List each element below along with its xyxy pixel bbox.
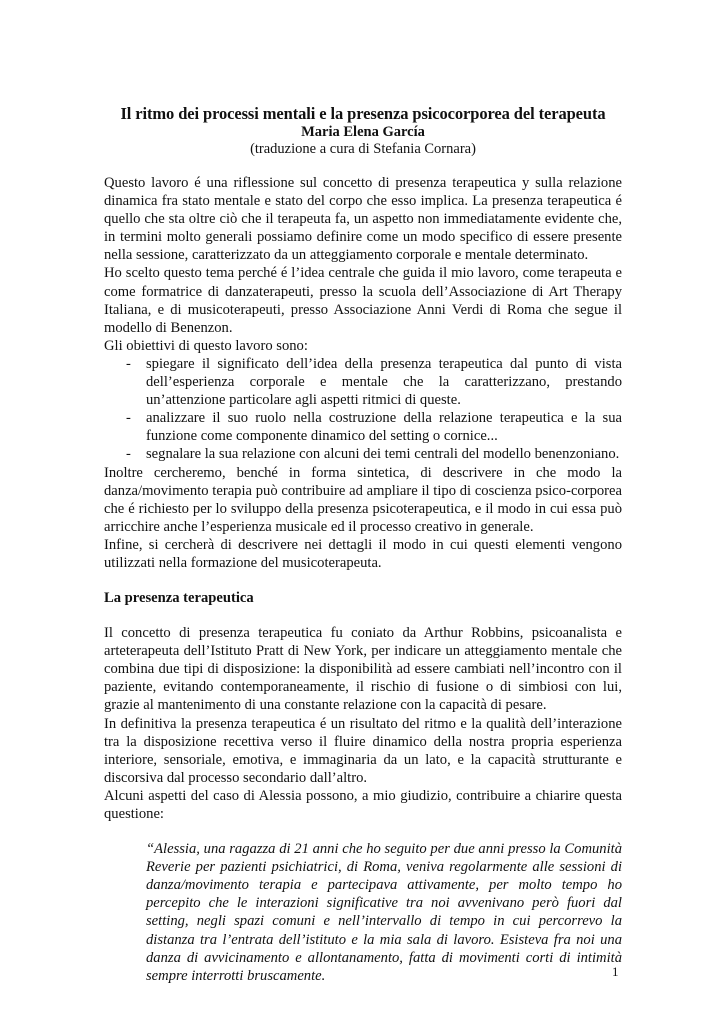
list-item <box>104 445 622 463</box>
translation-credit: (traduzione a cura di Stefania Cornara) <box>250 141 476 157</box>
intro-paragraph-4: Inoltre cercheremo, benché in forma sintetica, di descrivere in che modo la danza/movimento terapia può contribuire ad ampliare il tipo di coscienza psico-corporea che é richiesto per lo sviluppo della presenza psicoterapeutica, e il modo in cui essa può arricchire anche l’esperienza musicale ed il processo creativo in generale. <box>104 464 622 535</box>
document-title: Il ritmo dei processi mentali e la presenza psicocorporea del terapeuta <box>120 104 606 123</box>
document-page <box>104 104 622 985</box>
section-heading: La presenza terapeutica <box>104 590 254 607</box>
intro-paragraph-3: Gli obiettivi di questo lavoro sono: <box>104 337 308 354</box>
intro-paragraph-1: Questo lavoro é una riflessione sul concetto di presenza terapeutica y sulla relazione dinamica fra stato mentale e stato del corpo che esso implica. La presenza terapeutica é quello che sta oltre ciò che il terapeuta fa, un aspetto non immediatamente evidente che, in termini molto generali possiamo definire come un modo specifico di essere presente nella sessione, caratterizzato da un atteggiamento corporale e mentale determinato. <box>104 175 622 264</box>
page-number: 1 <box>612 964 619 979</box>
intro-paragraph-2: Ho scelto questo tema perché é l’idea centrale che guida il mio lavoro, come terapeuta e come formatrice di danzaterapeuti, presso la scuola dell’Associazione di Art Therapy Italiana, e di musicoterapeuti, presso Associazione Anni Verdi di Roma che segue il modello di Benenzon. <box>104 265 622 336</box>
intro-paragraph-5: Infine, si cercherà di descrivere nei dettagli il modo in cui questi elementi vengono utilizzati nella formazione del musicoterapeuta. <box>104 536 622 571</box>
bullet-dash: - <box>126 355 131 372</box>
list-item-text: spiegare il significato dell’idea della presenza terapeutica dal punto di vista dell’esperienza corporale e mentale che la caratterizzano, prestando un’attenzione particolare agli aspetti ritmici di queste. <box>146 355 622 409</box>
section-paragraph-2: In definitiva la presenza terapeutica é un risultato del ritmo e la qualità dell’interazione tra la disposizione recettiva verso il fluire dinamico della nostra propria esperienza interiore, sensoriale, emotiva, e immaginaria da un lato, e la capacità strutturante e discorsiva dal processo secondario dall’altro. <box>104 715 622 786</box>
list-item-text: segnalare la sua relazione con alcuni dei temi centrali del modello benenzoniano. <box>146 446 620 463</box>
section-paragraph-1: Il concetto di presenza terapeutica fu coniato da Arthur Robbins, psicoanalista e arteterapeuta dell’Istituto Pratt di New York, per indicare un atteggiamento mentale che combina due tipi di disposizione: la disponibilità ad essere cambiati nell’incontro con il paziente, evitando contemporaneamente, il rischio di fusione o di simbiosi con lui, grazie al mantenimento di una constante relazione con la capacità di pesare. <box>104 625 622 714</box>
case-quote: “Alessia, una ragazza di 21 anni che ho seguito per due anni presso la Comunità Reverie per pazienti psichiatrici, di Roma, veniva regolarmente alle sessioni di danza/movimento terapia e partecipava attivamente, per molto tempo ho percepito che le interazioni significative tra noi avvenivano però fuori dal setting, negli spazi comuni e nell’intervallo di tempo in cui percorrevo la distanza tra l’entrata dell’istituto e la mia sala di lavoro. Esisteva fra noi una danza di avvicinamento e allontanamento, fatta di movimenti corti di intimità sempre interrotti bruscamente. <box>146 841 622 984</box>
title-block <box>104 104 622 158</box>
bullet-dash: - <box>126 446 131 463</box>
bullet-dash: - <box>126 410 131 427</box>
author-name: Maria Elena García <box>301 124 425 140</box>
section-paragraph-3: Alcuni aspetti del caso di Alessia possono, a mio giudizio, contribuire a chiarire questa questione: <box>104 787 622 822</box>
list-item <box>104 409 622 445</box>
list-item <box>104 355 622 409</box>
objectives-list <box>104 355 622 464</box>
list-item-text: analizzare il suo ruolo nella costruzione della relazione terapeutica e la sua funzione come componente dinamico del setting o cornice... <box>146 410 622 445</box>
